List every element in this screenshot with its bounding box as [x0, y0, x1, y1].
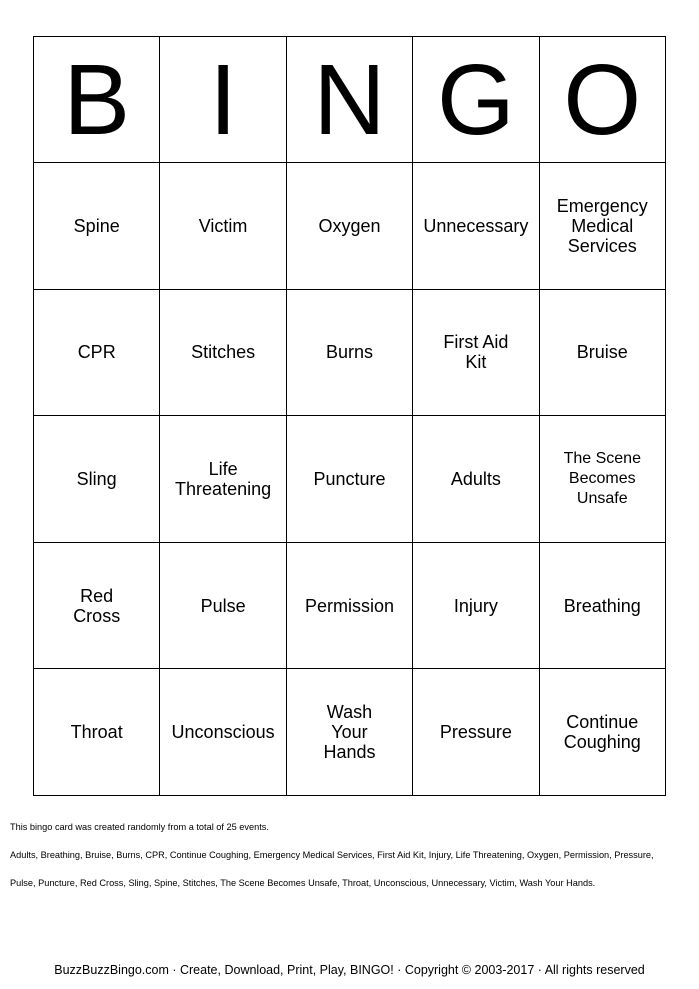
bingo-cell	[286, 289, 412, 416]
bingo-cell-label: Injury	[453, 595, 498, 616]
bingo-card	[33, 36, 666, 796]
bingo-cell-label: Burns	[325, 342, 373, 363]
bingo-cell-label: Emergency Medical Services	[556, 195, 648, 256]
bingo-cell	[413, 163, 539, 290]
bingo-cell	[34, 542, 160, 669]
bingo-cell-label: Pulse	[200, 595, 246, 616]
bingo-cell	[539, 669, 665, 796]
bingo-cell-label: Stitches	[191, 342, 256, 363]
bingo-cell	[34, 669, 160, 796]
bingo-row	[34, 669, 666, 796]
bingo-cell	[34, 163, 160, 290]
bingo-cell-label: Victim	[198, 215, 248, 236]
bingo-cell	[413, 542, 539, 669]
bingo-row	[34, 416, 666, 543]
bingo-cell	[160, 289, 286, 416]
bingo-cell	[160, 416, 286, 543]
bingo-cell	[413, 289, 539, 416]
bingo-header-row	[34, 37, 666, 163]
bingo-cell-label: Pressure	[439, 722, 512, 743]
bingo-cell	[286, 669, 412, 796]
bingo-cell	[160, 542, 286, 669]
bingo-cell	[539, 542, 665, 669]
bingo-cell	[286, 163, 412, 290]
bingo-cell	[413, 669, 539, 796]
bingo-cell-label: Spine	[73, 215, 120, 236]
bingo-cell	[286, 542, 412, 669]
bingo-row	[34, 163, 666, 290]
card-note	[10, 806, 690, 904]
bingo-cell	[539, 289, 665, 416]
bingo-cell	[286, 416, 412, 543]
bingo-cell-label: Unconscious	[171, 722, 275, 743]
note-line: Pulse, Puncture, Red Cross, Sling, Spine, Stitches, The Scene Becomes Unsafe, Throat, Unconscious, Unnecessary, Victim, Wash Your Hands.	[10, 878, 596, 888]
bingo-cell	[160, 163, 286, 290]
bingo-header-letter: G	[413, 37, 539, 163]
bingo-cell	[34, 289, 160, 416]
bingo-row	[34, 289, 666, 416]
bingo-cell-label: First Aid Kit	[443, 332, 509, 373]
bingo-cell-label: Continue Coughing	[563, 712, 641, 753]
bingo-cell-label: Breathing	[563, 595, 641, 616]
bingo-cell-label: Oxygen	[318, 215, 381, 236]
note-line: This bingo card was created randomly from a total of 25 events.	[10, 822, 269, 832]
bingo-cell	[34, 416, 160, 543]
bingo-header-letter: I	[160, 37, 286, 163]
bingo-header-letter: O	[539, 37, 665, 163]
bingo-cell-label: Throat	[70, 722, 123, 743]
bingo-cell-label: Puncture	[313, 468, 386, 489]
bingo-cell	[160, 669, 286, 796]
bingo-cell-label: Permission	[304, 595, 394, 616]
bingo-cell-label: Sling	[76, 468, 117, 489]
page-footer: BuzzBuzzBingo.com · Create, Download, Print, Play, BINGO! · Copyright © 2003-2017 · All rights reserved	[54, 963, 645, 977]
bingo-cell-label: CPR	[77, 342, 116, 363]
bingo-header-letter: N	[286, 37, 412, 163]
note-line: Adults, Breathing, Bruise, Burns, CPR, Continue Coughing, Emergency Medical Services, First Aid Kit, Injury, Life Threatening, Oxygen, Permission, Pressure,	[10, 850, 654, 860]
bingo-cell	[539, 416, 665, 543]
bingo-cell-label: The Scene Becomes Unsafe	[563, 449, 641, 507]
bingo-cell-label: Bruise	[576, 342, 628, 363]
bingo-cell-label: Adults	[450, 468, 501, 489]
bingo-cell-label: Unnecessary	[423, 215, 529, 236]
bingo-cell	[413, 416, 539, 543]
bingo-header-letter: B	[34, 37, 160, 163]
bingo-row	[34, 542, 666, 669]
bingo-cell	[539, 163, 665, 290]
bingo-cell-label: Red Cross	[73, 585, 121, 626]
bingo-cell-label: Wash Your Hands	[323, 702, 376, 763]
bingo-cell-label: Life Threatening	[175, 458, 272, 499]
